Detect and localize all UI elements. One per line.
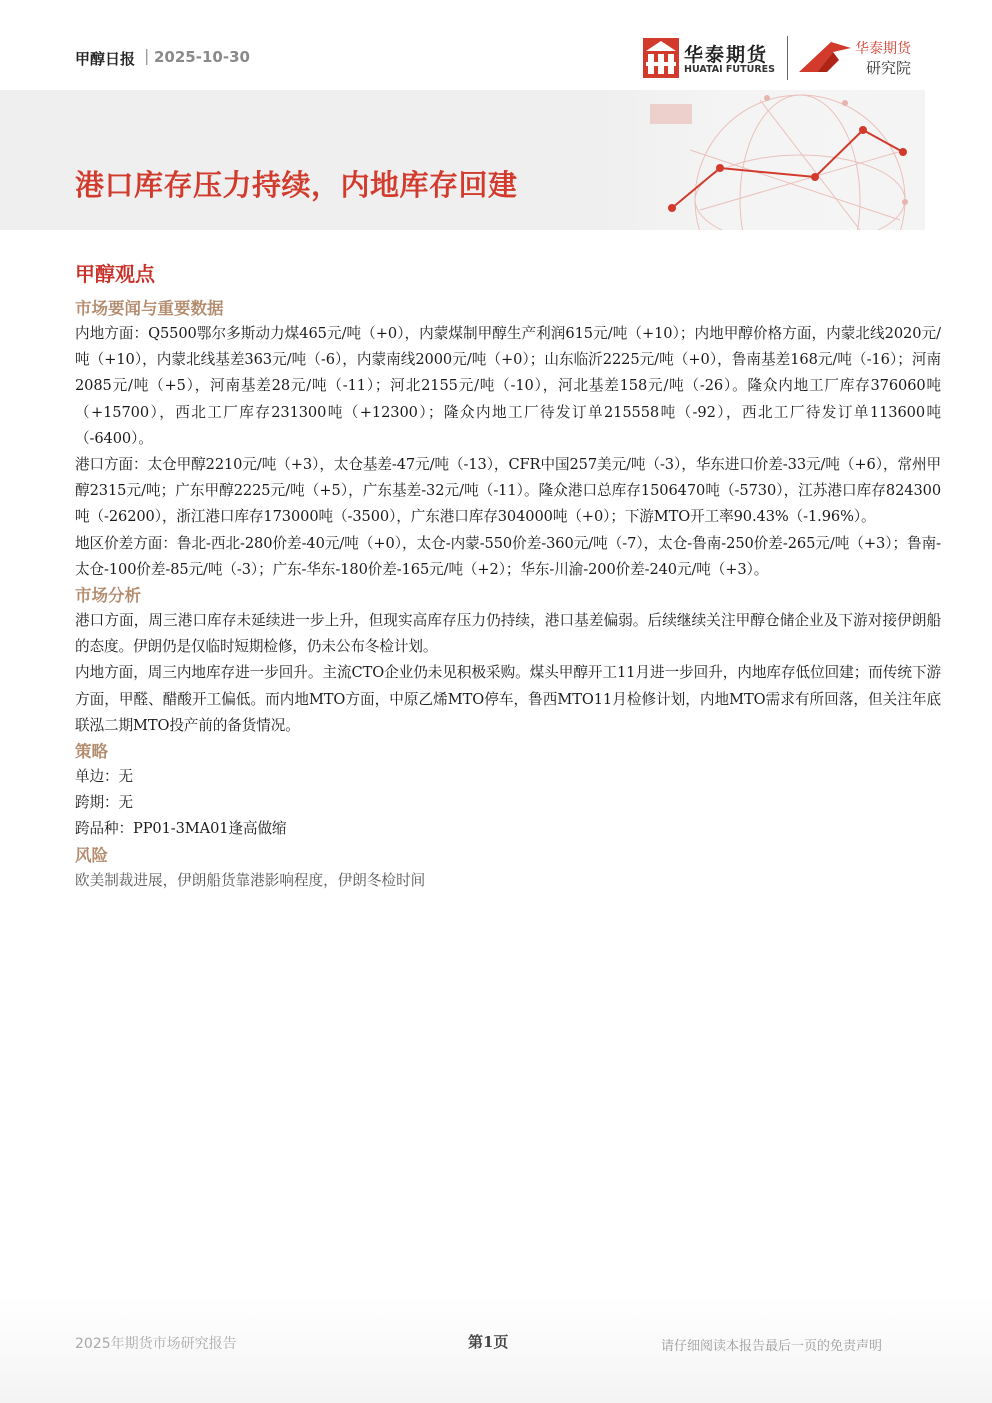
strategy-line: 跨品种：PP01-3MA01逢高做缩 xyxy=(75,820,287,838)
logo-institute-line2: 研究院 xyxy=(866,59,912,77)
footer-report-name: 2025年期货市场研究报告 xyxy=(75,1336,237,1352)
section-title: 甲醇观点 xyxy=(75,262,155,286)
report-body xyxy=(75,258,941,894)
research-institute-logo-icon xyxy=(797,38,855,76)
report-category: 甲醇日报 xyxy=(75,50,136,68)
title-banner xyxy=(0,90,925,230)
page-number: 第1页 xyxy=(468,1333,509,1351)
strategy-line: 单边：无 xyxy=(75,768,133,786)
report-date: 2025-10-30 xyxy=(154,48,250,66)
network-sphere-decoration xyxy=(0,90,925,230)
analysis-heading: 市场分析 xyxy=(75,586,141,606)
logo-company-name: 华泰期货 xyxy=(684,44,769,66)
strategy-heading: 策略 xyxy=(75,742,108,762)
analysis-paragraph-port: 港口方面，周三港口库存未延续进一步上升，但现实高库存压力仍持续，港口基差偏弱。后续继续关注甲醇仓储企业及下游对接伊朗船的态度。伊朗仍是仅临时短期检修，仍未公布冬检计划。 xyxy=(75,612,941,656)
logo-company-name-en: HUATAI FUTURES xyxy=(684,64,775,75)
risk-text: 欧美制裁进展，伊朗船货靠港影响程度，伊朗冬检时间 xyxy=(75,871,426,889)
analysis-paragraph-inland: 内地方面，周三内地库存进一步回升。主流CTO企业仍未见积极采购。煤头甲醇开工11月进一步回升，内地库存低位回建；而传统下游方面，甲醛、醋酸开工偏低。而内地MTO方面，中原乙烯MTO停车，鲁西MTO11月检修计划，内地MTO需求有所回落，但关注年底联泓二期MTO投产前的备货情况。 xyxy=(75,664,941,734)
news-paragraph-inland: 内地方面：Q5500鄂尔多斯动力煤465元/吨（+0），内蒙煤制甲醇生产利润615元/吨（+10）；内地甲醇价格方面，内蒙北线2020元/吨（+10），内蒙北线基差363元/吨（-6），内蒙南线2000元/吨（+0）；山东临沂2225元/吨（+0），鲁南基差168元/吨（-16）；河南2085元/吨（+5），河南基差28元/吨（-11）；河北2155元/吨（-10），河北基差158元/吨（-26）。隆众内地工厂库存376060吨（+15700），西北工厂库存231300吨（+12300）；隆众内地工厂待发订单215558吨（-92），西北工厂待发订单113600吨（-6400）。 xyxy=(75,325,942,447)
logo-divider xyxy=(787,36,788,80)
news-heading: 市场要闻与重要数据 xyxy=(75,299,224,318)
page-title: 港口库存压力持续，内地库存回建 xyxy=(75,168,518,202)
disclaimer-note: 请仔细阅读本报告最后一页的免责声明 xyxy=(661,1339,883,1354)
news-paragraph-port: 港口方面：太仓甲醇2210元/吨（+3），太仓基差-47元/吨（-13），CFR中国257美元/吨（-3），华东进口价差-33元/吨（+6），常州甲醇2315元/吨；广东甲醇2225元/吨（+5），广东基差-32元/吨（-11）。隆众港口总库存1506470吨（-5730），江苏港口库存824300吨（-26200），浙江港口库存173000吨（-3500），广东港口库存304000吨（+0）；下游MTO开工率90.43%（-1.96%）。 xyxy=(75,456,941,526)
huatai-futures-logo-icon xyxy=(643,38,679,78)
logo-institute-line1: 华泰期货 xyxy=(855,41,911,57)
risk-heading: 风险 xyxy=(75,845,108,865)
header-separator: | xyxy=(144,46,150,65)
news-paragraph-spread: 地区价差方面：鲁北-西北-280价差-40元/吨（+0），太仓-内蒙-550价差-360元/吨（-7），太仓-鲁南-250价差-265元/吨（+3）；鲁南-太仓-100价差-85元/吨（-3）；广东-华东-180价差-165元/吨（+2）；华东-川渝-200价差-240元/吨（+3）。 xyxy=(75,534,941,578)
strategy-line: 跨期：无 xyxy=(75,794,133,812)
